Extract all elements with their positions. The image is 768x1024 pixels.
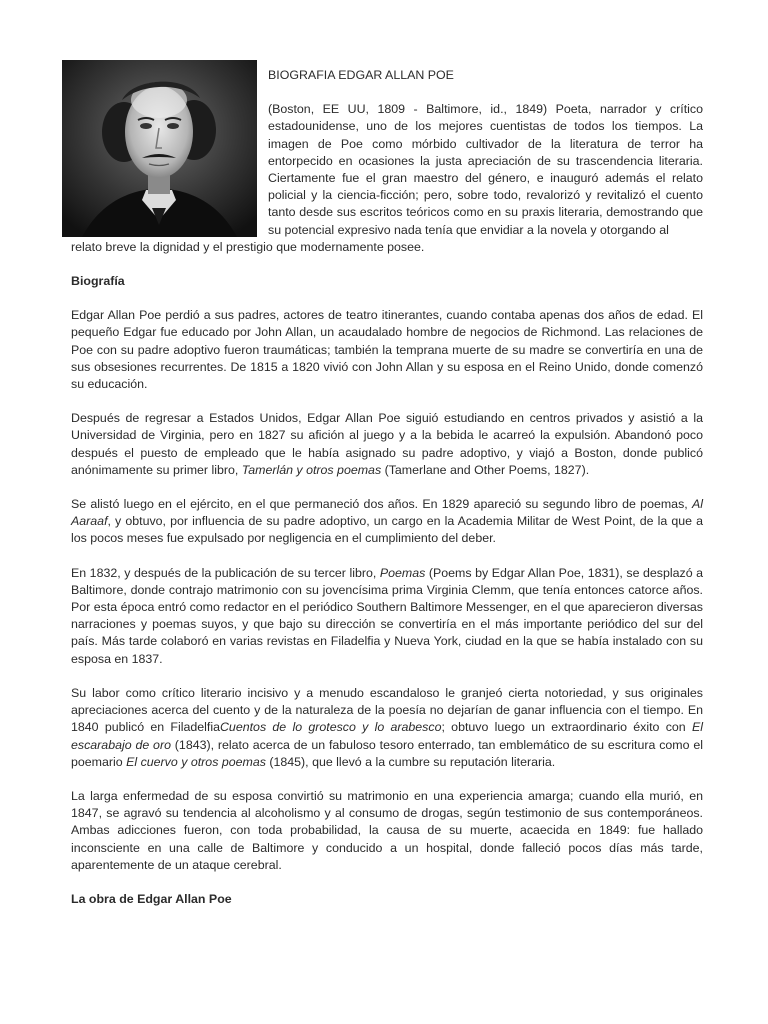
document-content xyxy=(71,67,703,925)
paragraph-2: Después de regresar a Estados Unidos, Edgar Allan Poe siguió estudiando en centros privados y asistió a la Universidad de Virginia, pero en 1827 su afición al juego y a la bebida le acarreó la expulsión. Abandonó poco después el puesto de empleado que le había asignado su padre adoptivo, y viajó a Boston, donde publicó anónimamente su primer libro, Tamerlán y otros poemas (Tamerlane and Other Poems, 1827). xyxy=(71,411,703,477)
book-title-escarabajo: El escarabajo de oro xyxy=(71,720,703,752)
book-title-tamerlan: Tamerlán y otros poemas xyxy=(241,462,382,477)
paragraph-3: Se alistó luego en el ejército, en el que permaneció dos años. En 1829 apareció su segundo libro de poemas, Al Aaraaf, y obtuvo, por influencia de su padre adoptivo, un cargo en la Academia Militar de West Point, de la que a los pocos meses fue expulsado por negligencia en el cumplimiento del deber. xyxy=(71,497,703,546)
section-heading-obra: La obra de Edgar Allan Poe xyxy=(71,891,232,906)
paragraph-5: Su labor como crítico literario incisivo y a menudo escandaloso le granjeó cierta notoriedad, y sus originales apreciaciones acerca del cuento y de la naturaleza de la poesía no dejarían de ganar influencia con el tiempo. En 1840 publicó en FiladelfiaCuentos de lo grotesco y lo arabesco; obtuvo luego un extraordinario éxito con El escarabajo de oro (1843), relato acerca de un fabuloso tesoro enterrado, tan emblemático de su escritura como el poemario El cuervo y otros poemas (1845), que llevó a la cumbre su reputación literaria. xyxy=(71,685,703,769)
book-title-poemas: Poemas xyxy=(379,565,426,580)
section-heading-biografia: Biografía xyxy=(71,274,125,289)
intro-paragraph-tail: relato breve la dignidad y el prestigio que modernamente posee. xyxy=(71,239,425,254)
intro-paragraph: (Boston, EE UU, 1809 - Baltimore, id., 1849) Poeta, narrador y crítico estadounidense, uno de los mejores cuentistas de todos los tiempos. La imagen de Poe como mórbido cultivador de la literatura de terror ha entorpecido en ocasiones la justa apreciación de su trascendencia literaria. Ciertamente fue el gran maestro del género, e inauguró además el relato policial y la ciencia-ficción; pero, sobre todo, revalorizó y revitalizó el cuento tanto desde sus escritos teóricos como en su praxis literaria, demostrando que su potencial expresivo nada tenía que envidiar a la novela y otorgando al xyxy=(268,102,703,237)
paragraph-4: En 1832, y después de la publicación de su tercer libro, Poemas (Poems by Edgar Allan Poe, 1831), se desplazó a Baltimore, donde contrajo matrimonio con su jovencísima prima Virginia Clemm, que tenía entonces catorce años. Por esta época entró como redactor en el periódico Southern Baltimore Messenger, en el que aparecieron diversas narraciones y poemas suyos, y que bajo su dirección se convertiría en el más importante periódico del sur del país. Más tarde colaboró en varias revistas en Filadelfia y Nueva York, ciudad en la que se había instalado con su esposa en 1837. xyxy=(71,565,704,666)
paragraph-1: Edgar Allan Poe perdió a sus padres, actores de teatro itinerantes, cuando contaba apenas dos años de edad. El pequeño Edgar fue educado por John Allan, un acaudalado hombre de negocios de Richmond. Las relaciones de Poe con su padre adoptivo fueron traumáticas; también la temprana muerte de su madre se convertiría en una de sus obsesiones recurrentes. De 1815 a 1820 vivió con John Allan y su esposa en el Reino Unido, donde comenzó su educación. xyxy=(71,308,703,392)
book-title-cuervo: El cuervo y otros poemas xyxy=(126,754,266,769)
document-title: BIOGRAFIA EDGAR ALLAN POE xyxy=(268,68,454,82)
book-title-cuentos: Cuentos de lo grotesco y lo arabesco xyxy=(219,720,442,735)
paragraph-6: La larga enfermedad de su esposa convirtió su matrimonio en una experiencia amarga; cuando ella murió, en 1847, se agravó su tendencia al alcoholismo y al consumo de drogas, según testimonio de sus contemporáneos. Ambas adicciones fueron, con toda probabilidad, la causa de su muerte, acaecida en 1849: fue hallado inconsciente en una calle de Baltimore y conducido a un hospital, donde falleció pocos días más tarde, aparentemente de un ataque cerebral. xyxy=(71,788,703,872)
intro-block xyxy=(268,67,703,239)
book-title-al-aaraaf: Al Aaraaf xyxy=(71,497,703,529)
